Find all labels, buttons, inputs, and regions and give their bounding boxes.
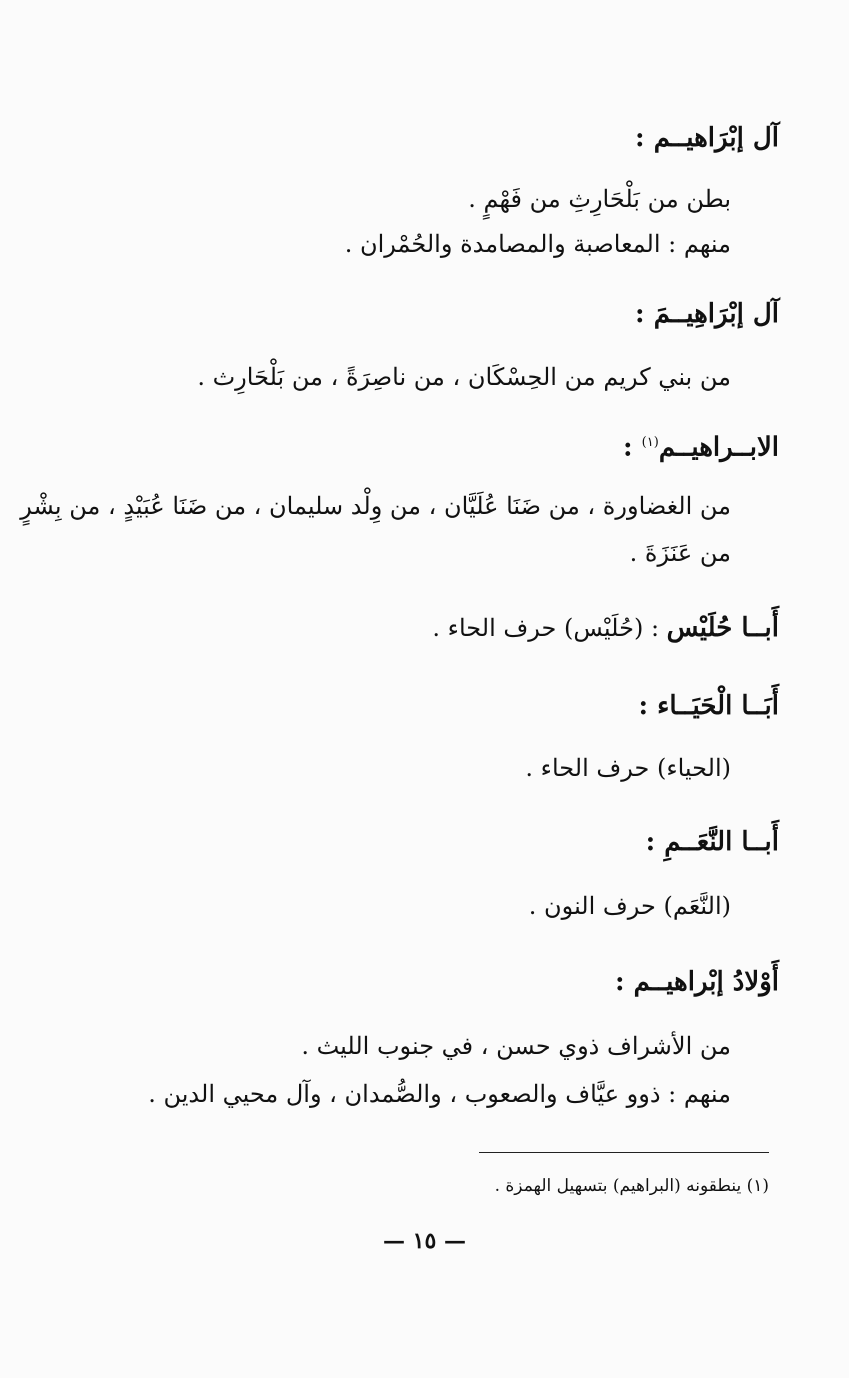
entry-text: منهم : ذوو عيَّاف والصعوب ، والصُّمدان ، وآل محيي الدين . [148, 1080, 731, 1108]
entry-text: (النَّعَم) حرف النون . [528, 892, 731, 920]
entry-heading-text: أَبــا حُلَيْس [666, 613, 779, 643]
entry-text: من عَنَزَةَ . [629, 539, 731, 567]
entry-text: من الغضاورة ، من ضَنَا عُلَيَّان ، من وِلْد سليمان ، من ضَنَا عُبَيْدٍ ، من بِشْرٍ [20, 492, 731, 520]
footnote-divider [479, 1152, 769, 1153]
entry-text: من الأشراف ذوي حسن ، في جنوب الليث . [301, 1032, 731, 1060]
entry-heading [623, 427, 779, 464]
entry-text: من بني كريم من الحِسْكَان ، من ناصِرَةً ، من بَلْحَارِث . [197, 363, 731, 391]
entry-heading: أَبَــا الْحَيَــاء : [638, 691, 779, 721]
entry-text: منهم : المعاصبة والمصامدة والحُمْران . [344, 230, 731, 258]
footnote-reference: (١) [641, 435, 659, 450]
entry-heading [432, 612, 779, 644]
footnote: (١) ينطقونه (البراهيم) بتسهيل الهمزة . [494, 1176, 769, 1196]
entry-heading: أَبــا النَّعَــمِ : [645, 827, 779, 857]
entry-heading-colon: : [623, 432, 642, 463]
entry-text: (الحياء) حرف الحاء . [525, 754, 731, 782]
entry-inline-text: : (حُلَيْس) حرف الحاء . [432, 614, 667, 642]
entry-heading: أَوْلادُ إبْراهيــم : [614, 967, 779, 997]
entry-heading: آل إبْرَاهِيــمَ : [635, 299, 779, 329]
entry-text: بطن من بَلْحَارِثِ من فَهْمٍ . [468, 185, 731, 213]
entry-heading-text: الابــراهيــم [658, 432, 779, 463]
page-number: — ١٥ — [383, 1228, 466, 1254]
entry-heading: آل إبْرَاهيــم : [635, 123, 779, 153]
